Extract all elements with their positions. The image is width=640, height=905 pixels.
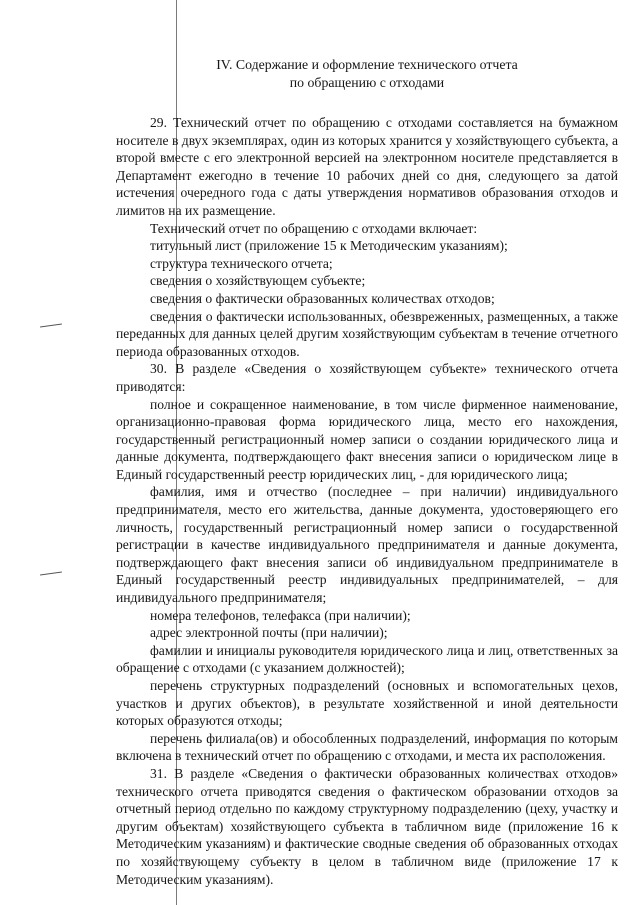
list-item: перечень структурных подразделений (основных и вспомогательных цехов, участков и других объектов), в результате хозяйственной и иной деятельности которых образуются отходы; (116, 678, 618, 729)
paragraph: 30. В разделе «Сведения о хозяйствующем субъекте» технического отчета приводятся: (116, 361, 618, 394)
list-item: сведения о хозяйствующем субъекте; (150, 273, 366, 289)
list-item: сведения о фактически образованных количествах отходов; (150, 290, 495, 306)
section-heading-line: IV. Содержание и оформление технического отчета (216, 57, 518, 72)
list-item: фамилии и инициалы руководителя юридического лица и лиц, ответственных за обращение с отходами (с указанием должностей); (116, 642, 618, 676)
paragraph: 29. Технический отчет по обращению с отходами составляется на бумажном носителе в двух экземплярах, один из которых хранится у хозяйствующего субъекта, а второй вместе с его электронной версией на электронном носителе представляется в Департамент ежегодно в течение 10 рабочих дней со дня, следующего за датой истечения очередного года с даты утверждения нормативов образования отходов и лимитов на их размещение. (116, 115, 618, 218)
paragraph: 31. В разделе «Сведения о фактически образованных количествах отходов» технического отчета приводятся сведения о фактическом образовании отходов за отчетный период отдельно по каждому структурному подразделению (цеху, участку и другим объектам) хозяйствующего субъекта в табличном виде (приложение 16 к Методическим указаниям) и фактические сводные сведения об образованных отходах по хозяйствующему субъекту в целом в табличном виде (приложение 17 к Методическим указаниям). (116, 765, 618, 887)
paragraph: Технический отчет по обращению с отходами включает: (150, 220, 478, 236)
list-item: сведения о фактически использованных, обезвреженных, размещенных, а также переданных для данных целей другим хозяйствующим субъектам в течение отчетного периода образованных отходов. (116, 308, 618, 359)
margin-mark (40, 323, 62, 327)
document-body (116, 56, 618, 888)
list-item: номера телефонов, телефакса (при наличии); (150, 607, 411, 623)
list-item: фамилия, имя и отчество (последнее – при наличии) индивидуального предпринимателя, место его жительства, данные документа, удостоверяющего его личность, государственный регистрационный номер записи о государственной регистрации в качестве индивидуального предпринимателя и данные документа, подтверждающего факт внесения записи об индивидуальном предпринимателе в Единый государственный реестр индивидуальных предпринимателей, – для индивидуального предпринимателя; (116, 484, 618, 606)
margin-mark (40, 571, 62, 575)
list-item: полное и сокращенное наименование, в том числе фирменное наименование, организационно-правовая форма юридического лица, место его нахождения, государственный регистрационный номер записи о создании юридического лица и данные документа, подтверждающего факт внесения записи о юридическом лице в Единый государственный реестр юридических лиц, - для юридического лица; (116, 396, 618, 482)
list-item: перечень филиала(ов) и обособленных подразделений, информация по которым включена в технический отчет по обращению с отходами, и места их расположения. (116, 730, 618, 764)
list-item: титульный лист (приложение 15 к Методическим указаниям); (150, 238, 508, 254)
list-item: адрес электронной почты (при наличии); (150, 625, 388, 641)
section-heading-line: по обращению с отходами (289, 75, 445, 90)
list-item: структура технического отчета; (150, 255, 333, 271)
section-heading (116, 56, 618, 92)
